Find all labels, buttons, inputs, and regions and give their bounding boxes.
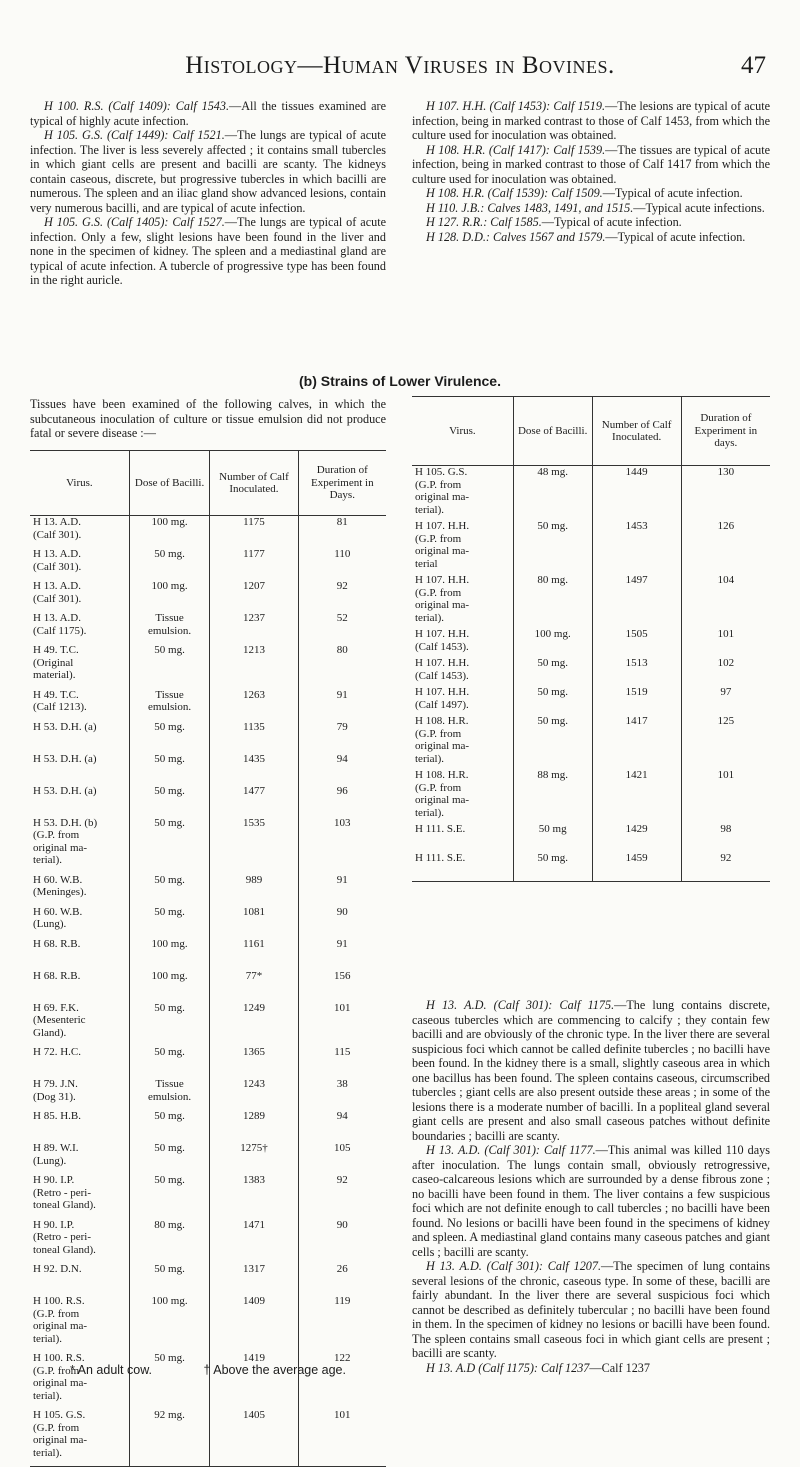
table-row (412, 769, 770, 823)
paragraph-lead: H 108. H.R. (Calf 1417): Calf 1539. (426, 142, 606, 157)
paragraph (412, 1259, 770, 1361)
virus-cell: H 111. S.E. (415, 823, 466, 835)
calf-number-cell: 1449 (592, 466, 681, 521)
paragraph (30, 215, 386, 288)
virus-cell: H 85. H.B. (33, 1110, 81, 1122)
dose-cell: 50 mg. (129, 817, 210, 874)
virus-cell: H 107. H.H. (Calf 1497). (415, 686, 470, 711)
table-row (30, 1110, 386, 1142)
dose-cell: 50 mg. (129, 785, 210, 817)
duration-cell: 156 (298, 970, 386, 1002)
dose-cell: 50 mg. (129, 1046, 210, 1078)
dose-cell: 50 mg. (513, 686, 592, 715)
duration-cell: 125 (681, 715, 770, 769)
calf-number-cell: 1249 (210, 1002, 298, 1047)
duration-cell: 97 (681, 686, 770, 715)
virus-cell: H 105. G.S. (G.P. from original ma- terial). (415, 466, 470, 516)
calf-number-cell: 1505 (592, 628, 681, 657)
dose-cell: 50 mg. (129, 1002, 210, 1047)
footnote-adult-cow: * An adult cow. (70, 1363, 153, 1377)
dose-cell: Tissue emulsion. (129, 612, 210, 644)
table-row (30, 906, 386, 938)
duration-cell: 90 (298, 906, 386, 938)
table-row (30, 970, 386, 1002)
virus-cell: H 107. H.H. (G.P. from original ma- terial). (415, 574, 470, 624)
col-header-calf: Number of Calf Inoculated. (592, 397, 681, 466)
dose-cell: 80 mg. (129, 1219, 210, 1264)
dose-cell: 50 mg. (513, 852, 592, 882)
calf-number-cell: 1471 (210, 1219, 298, 1264)
col-header-virus: Virus. (30, 451, 129, 516)
calf-number-cell: 1409 (210, 1295, 298, 1352)
dose-cell: 80 mg. (513, 574, 592, 628)
dose-cell: 50 mg. (129, 721, 210, 753)
virus-cell: H 105. G.S. (G.P. from original ma- terial). (30, 1409, 129, 1467)
duration-cell: 91 (298, 689, 386, 721)
virus-cell: H 60. W.B. (Meninges). (33, 873, 87, 898)
table-footnotes (70, 1363, 394, 1377)
virus-cell: H 53. D.H. (a) (33, 784, 97, 797)
dose-cell: 88 mg. (513, 769, 592, 823)
paragraph-lead: H 105. G.S. (Calf 1405): Calf 1527. (44, 215, 225, 229)
duration-cell: 91 (298, 874, 386, 906)
paragraph (30, 99, 386, 128)
virus-cell: H 100. R.S. (G.P. from original ma- terial). (33, 1352, 88, 1402)
paragraph-text: —The lung contains discrete, caseous tubercles which are commencing to calcify ; they contain few bacilli and are obviously of the chronic type. In the liver there are several suspicious foci which cannot be called definite tubercles ; no bacilli have been found. In the kidney there is a small, slightly caseous area in which one bacillus has been found. The spleen contains caseous, circumscribed tubercles ; giant cells are also present outside these areas ; in some of the lesions there is a moderate number of bacilli. In a popliteal gland several giant cells are present and also small caseous patches without definite boundaries ; bacilli are scanty. (412, 998, 770, 1143)
duration-cell: 110 (298, 548, 386, 580)
running-title: Histology—Human Viruses in Bovines. (185, 52, 615, 79)
virus-cell: H 107. H.H. (Calf 1453). (415, 657, 470, 682)
paragraph (412, 998, 770, 1143)
duration-cell: 115 (298, 1046, 386, 1078)
paragraph-lead: H 100. R.S. (Calf 1409): Calf 1543. (44, 99, 230, 113)
calf-number-cell: 1459 (592, 852, 681, 882)
duration-cell: 79 (298, 721, 386, 753)
calf-number-cell: 77* (210, 970, 298, 1002)
paragraph-text: —All the tissues examined are typical of highly acute infection. (30, 99, 386, 128)
table-row (30, 817, 386, 874)
duration-cell: 92 (298, 1174, 386, 1219)
calf-number-cell: 1417 (592, 715, 681, 769)
calf-number-cell: 1243 (210, 1078, 298, 1110)
table-row (30, 644, 386, 689)
duration-cell: 92 (681, 852, 770, 882)
calf-number-cell: 1175 (210, 516, 298, 549)
dose-cell: 100 mg. (129, 970, 210, 1002)
paragraph (412, 99, 770, 143)
virus-cell: H 90. I.P. (Retro - peri- toneal Gland). (33, 1218, 96, 1256)
virus-cell: H 92. D.N. (33, 1263, 82, 1275)
duration-cell: 80 (298, 644, 386, 689)
dose-cell: 50 mg. (129, 1352, 210, 1409)
calf-number-cell: 1161 (210, 938, 298, 970)
right-lower-column (412, 998, 770, 1375)
paragraph-text: —The lesions are typical of acute infection, being in marked contrast to those of Calf 1453, from which the culture used for inoculation was obtained. (412, 99, 770, 142)
virus-cell: H 13. A.D. (Calf 301). (33, 580, 82, 605)
duration-cell: 105 (298, 1142, 386, 1174)
dose-cell: 50 mg. (129, 874, 210, 906)
dose-cell: 50 mg. (129, 1142, 210, 1174)
dose-cell: 100 mg. (129, 516, 210, 549)
duration-cell: 104 (681, 574, 770, 628)
calf-number-cell: 1365 (210, 1046, 298, 1078)
intro-paragraph: Tissues have been examined of the following calves, in which the subcutaneous inoculation of culture or tissue emulsion did not produce fatal or severe disease :— (30, 397, 386, 440)
calf-number-cell: 1513 (592, 657, 681, 686)
calf-number-cell: 1289 (210, 1110, 298, 1142)
duration-cell: 94 (298, 753, 386, 785)
table-row (30, 1409, 386, 1467)
dose-cell: 100 mg. (129, 938, 210, 970)
table-row (30, 1263, 386, 1295)
virus-cell: H 89. W.I. (Lung). (33, 1142, 79, 1167)
calf-number-cell: 1263 (210, 689, 298, 721)
table-row (412, 466, 770, 521)
virus-cell: H 100. R.S. (G.P. from original ma- terial). (33, 1295, 88, 1345)
calf-number-cell: 1435 (210, 753, 298, 785)
paragraph-lead: H 105. G.S. (Calf 1449): Calf 1521. (44, 128, 225, 142)
right-table-body (412, 466, 770, 882)
paragraph-text: —The lungs are typical of acute infection. Only a few, slight lesions have been found in the liver and none in the specimen of kidney. The spleen and a mediastinal gland are typical of acute infection. A tubercle of progressive type has been found in the right auricle. (30, 215, 386, 287)
virus-cell: H 69. F.K. (Mesenteric Gland). (33, 1001, 86, 1039)
table-row (30, 1046, 386, 1078)
virus-cell: H 13. A.D. (Calf 1175). (33, 612, 87, 637)
calf-number-cell: 1213 (210, 644, 298, 689)
virus-cell: H 60. W.B. (Lung). (33, 905, 83, 930)
table-row (30, 1352, 386, 1409)
table-row (30, 612, 386, 644)
section-subheading: (b) Strains of Lower Virulence. (298, 373, 501, 389)
table-row (30, 1219, 386, 1264)
paragraph-text: —Typical of acute infection. (541, 215, 682, 229)
left-data-table (30, 450, 386, 1467)
duration-cell: 101 (298, 1002, 386, 1047)
table-row (30, 1078, 386, 1110)
duration-cell: 81 (298, 516, 386, 549)
paragraph-lead: H 13. A.D (Calf 1175): Calf 1237 (426, 1360, 590, 1375)
calf-number-cell: 1453 (592, 520, 681, 574)
virus-cell: H 108. H.R. (G.P. from original ma- terial). (415, 769, 470, 819)
virus-cell: H 53. D.H. (a) (33, 720, 97, 733)
duration-cell: 96 (298, 785, 386, 817)
dose-cell: 100 mg. (129, 1295, 210, 1352)
duration-cell: 119 (298, 1295, 386, 1352)
right-table-wrap (412, 396, 770, 882)
table-row (30, 753, 386, 785)
duration-cell: 101 (681, 769, 770, 823)
paragraph (412, 1143, 770, 1259)
paragraph (412, 186, 770, 201)
paragraph-lead: H 107. H.H. (Calf 1453): Calf 1519. (426, 99, 606, 113)
duration-cell: 103 (298, 817, 386, 874)
left-table-wrap (30, 450, 386, 1467)
col-header-calf: Number of Calf Inoculated. (210, 451, 298, 516)
calf-number-cell: 1535 (210, 817, 298, 874)
duration-cell: 94 (298, 1110, 386, 1142)
dose-cell: 92 mg. (129, 1409, 210, 1467)
table-row (412, 657, 770, 686)
dose-cell: 50 mg. (129, 644, 210, 689)
virus-cell: H 53. D.H. (b) (G.P. from original ma- terial). (33, 816, 98, 866)
duration-cell: 101 (298, 1409, 386, 1467)
calf-number-cell: 1135 (210, 721, 298, 753)
col-header-dose: Dose of Bacilli. (513, 397, 592, 466)
table-row (30, 689, 386, 721)
virus-cell: H 68. R.B. (33, 969, 81, 982)
dose-cell: 50 mg. (129, 1110, 210, 1142)
left-table-body (30, 516, 386, 1467)
virus-cell: H 13. A.D. (Calf 301). (33, 548, 82, 573)
calf-number-cell: 1081 (210, 906, 298, 938)
table-row (412, 628, 770, 657)
paragraph-text: —The specimen of lung contains several lesions of the chronic, caseous type. In some of these, bacilli are fairly abundant. In the liver there are several suspicious foci which cannot be described as definitely tubercular ; no bacilli have been found in them. In the specimen of kidney no lesions or bacilli have been found. The spleen contains small caseous foci in which giant cells are present ; bacilli are scanty. (412, 1259, 770, 1360)
dose-cell: 50 mg. (129, 1174, 210, 1219)
virus-cell: H 111. S.E. (412, 852, 513, 882)
table-row (30, 785, 386, 817)
table-row (30, 938, 386, 970)
table-row (30, 721, 386, 753)
paragraph-lead: H 110. J.B.: Calves 1483, 1491, and 1515. (426, 200, 634, 215)
paragraph (412, 201, 770, 216)
duration-cell: 98 (681, 823, 770, 852)
intro-block (30, 397, 386, 441)
dose-cell: 50 mg. (129, 548, 210, 580)
duration-cell: 130 (681, 466, 770, 521)
page-number: 47 (741, 52, 766, 79)
duration-cell: 38 (298, 1078, 386, 1110)
duration-cell: 92 (298, 580, 386, 612)
paragraph-text: —Typical of acute infection. (602, 186, 743, 200)
virus-cell: H 90. I.P. (Retro - peri- toneal Gland). (33, 1174, 96, 1211)
dose-cell: 48 mg. (513, 466, 592, 521)
paragraph (30, 128, 386, 215)
table-row (30, 516, 386, 549)
page-header (30, 52, 770, 86)
virus-cell: H 49. T.C. (Original material). (33, 644, 79, 681)
col-header-duration: Duration of Experiment in days. (681, 397, 770, 466)
dose-cell: 50 mg. (129, 1263, 210, 1295)
table-row (30, 1142, 386, 1174)
virus-cell: H 13. A.D. (Calf 301). (33, 516, 82, 541)
calf-number-cell: 1405 (210, 1409, 298, 1467)
dose-cell: Tissue emulsion. (129, 689, 210, 721)
table-row (412, 686, 770, 715)
calf-number-cell: 1419 (210, 1352, 298, 1409)
paragraph-lead: H 128. D.D.: Calves 1567 and 1579. (426, 229, 606, 244)
virus-cell: H 49. T.C. (Calf 1213). (33, 688, 87, 713)
right-data-table (412, 396, 770, 882)
duration-cell: 122 (298, 1352, 386, 1409)
dose-cell: 50 mg. (129, 753, 210, 785)
duration-cell: 102 (681, 657, 770, 686)
footnote-above-average: † Above the average age. (203, 1363, 346, 1377)
left-top-column (30, 99, 386, 288)
dose-cell: 50 mg. (513, 715, 592, 769)
calf-number-cell: 989 (210, 874, 298, 906)
calf-number-cell: 1477 (210, 785, 298, 817)
calf-number-cell: 1207 (210, 580, 298, 612)
paragraph-lead: H 108. H.R. (Calf 1539): Calf 1509. (426, 186, 603, 200)
calf-number-cell: 1237 (210, 612, 298, 644)
duration-cell: 101 (681, 628, 770, 657)
calf-number-cell: 1421 (592, 769, 681, 823)
virus-cell: H 108. H.R. (G.P. from original ma- terial). (415, 715, 470, 765)
virus-cell: H 68. R.B. (33, 937, 81, 950)
table-row (30, 874, 386, 906)
table-row (30, 1295, 386, 1352)
table-row (412, 520, 770, 574)
paragraph (412, 143, 770, 187)
duration-cell: 52 (298, 612, 386, 644)
dose-cell: 100 mg. (129, 580, 210, 612)
col-header-virus: Virus. (412, 397, 513, 466)
paragraph-lead: H 13. A.D. (Calf 301): Calf 1207. (426, 1259, 602, 1273)
calf-number-cell: 1519 (592, 686, 681, 715)
paragraph-lead: H 13. A.D. (Calf 301): Calf 1177. (426, 1143, 596, 1157)
col-header-duration: Duration of Experiment in Days. (298, 451, 386, 516)
table-row (412, 715, 770, 769)
table-row (30, 548, 386, 580)
table-row (30, 1174, 386, 1219)
virus-cell: H 107. H.H. (G.P. from original ma- terial (415, 520, 470, 570)
calf-number-cell: 1177 (210, 548, 298, 580)
right-top-column (412, 99, 770, 244)
calf-number-cell: 1429 (592, 823, 681, 852)
dose-cell: Tissue emulsion. (129, 1078, 210, 1110)
paragraph-text: —The tissues are typical of acute infection, being in marked contrast to those of Calf 1417 from which the culture used for inoculation was obtained. (412, 142, 770, 186)
duration-cell: 26 (298, 1263, 386, 1295)
duration-cell: 126 (681, 520, 770, 574)
paragraph-text: —This animal was killed 110 days after inoculation. The lungs contain small, obviously retrogressive, caseo-calcareous lesions which are surrounded by a dense fibrous zone ; no bacilli have been found in them. The liver contains a few suspicious foci which are not definite enough to call tubercles ; no bacilli have been found. No lesions or bacilli have been found in the specimens of kidney and spleen. A mediastinal gland contains many caseous patches and giant cells ; bacilli are scanty. (412, 1143, 770, 1259)
dose-cell: 100 mg. (513, 628, 592, 657)
table-row (412, 574, 770, 628)
virus-cell: H 79. J.N. (Dog 31). (33, 1078, 78, 1103)
table-row (30, 1002, 386, 1047)
table-row (30, 580, 386, 612)
duration-cell: 90 (298, 1219, 386, 1264)
calf-number-cell: 1275† (210, 1142, 298, 1174)
paragraph-text: —The lungs are typical of acute infection. The liver is less severely affected ; it contains small tubercles in which giant cells are present and bacilli are scanty. The kidneys contain caseous, discrete, but progressive tubercles in which bacilli are numerous. The spleen and an iliac gland show advanced lesions, contain very numerous bacilli, and are typical of acute infection. (30, 128, 386, 215)
virus-cell: H 72. H.C. (33, 1046, 81, 1058)
virus-cell: H 107. H.H. (Calf 1453). (415, 628, 470, 653)
calf-number-cell: 1497 (592, 574, 681, 628)
dose-cell: 50 mg. (513, 520, 592, 574)
dose-cell: 50 mg (513, 823, 592, 852)
paragraph-lead: H 13. A.D. (Calf 301): Calf 1175. (426, 998, 615, 1012)
dose-cell: 50 mg. (513, 657, 592, 686)
paragraph-text: —Typical acute infections. (633, 200, 765, 215)
table-row (412, 852, 770, 882)
paragraph-text: —Calf 1237 (589, 1360, 650, 1375)
calf-number-cell: 1383 (210, 1174, 298, 1219)
duration-cell: 91 (298, 938, 386, 970)
col-header-dose: Dose of Bacilli. (129, 451, 210, 516)
paragraph (412, 215, 770, 230)
paragraph-text: —Typical of acute infection. (605, 229, 746, 244)
paragraph-lead: H 127. R.R.: Calf 1585. (426, 215, 542, 229)
calf-number-cell: 1317 (210, 1263, 298, 1295)
virus-cell: H 53. D.H. (a) (33, 752, 97, 765)
paragraph (412, 230, 770, 245)
paragraph (412, 1361, 770, 1376)
table-row (412, 823, 770, 852)
dose-cell: 50 mg. (129, 906, 210, 938)
